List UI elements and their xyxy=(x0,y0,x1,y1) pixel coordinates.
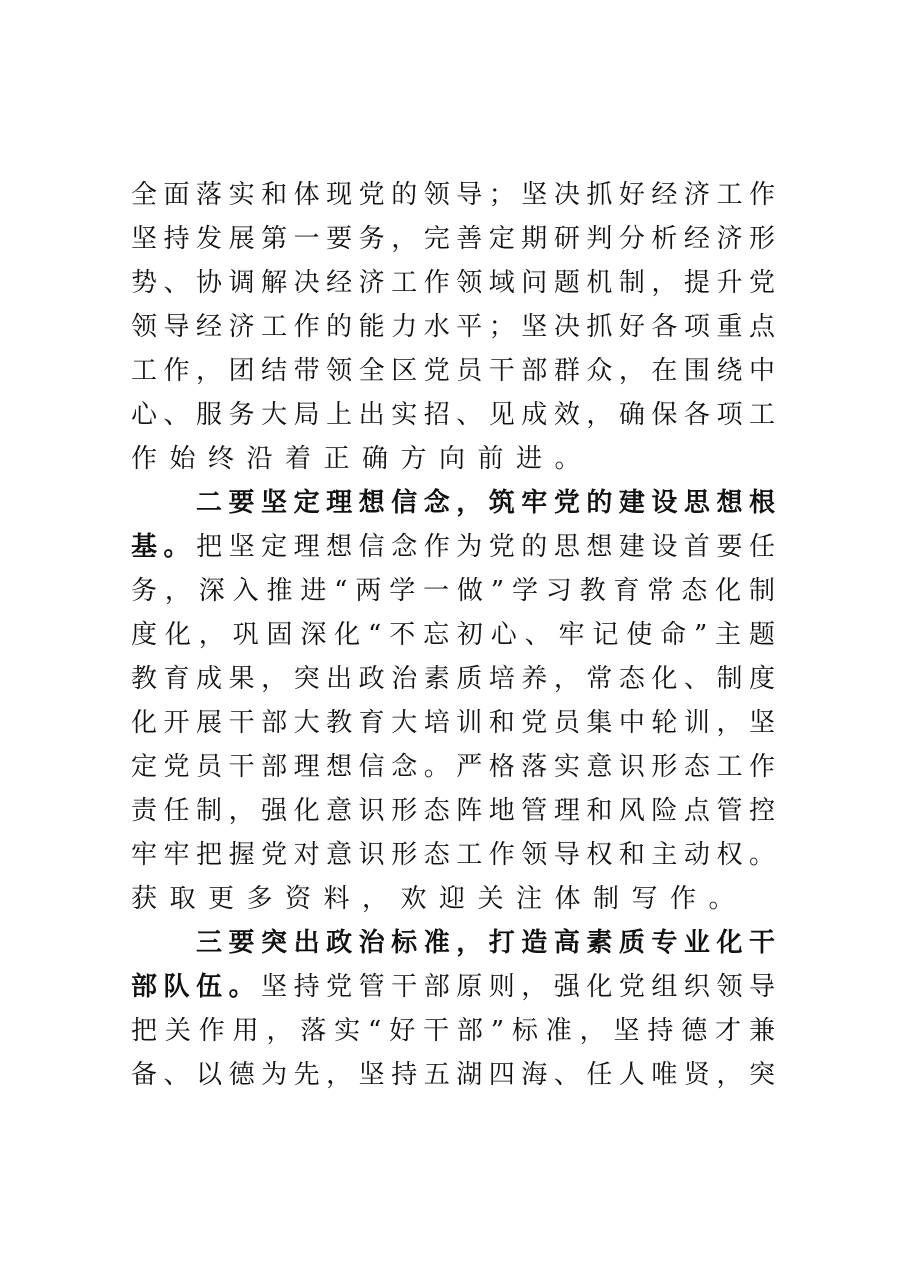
body-text-line: 责任制，强化意识形态阵地管理和风险点管控 xyxy=(131,796,775,826)
body-text-line: 定党员干部理想信念。严格落实意识形态工作 xyxy=(131,752,775,782)
body-text-line: 坚持发展第一要务，完善定期研判分析经济形 xyxy=(131,224,775,254)
body-text-span: 把坚定理想信念作为党的思想建设首要任 xyxy=(196,532,775,562)
section-heading-3: 三要突出政治标准，打造高素质专业化干 xyxy=(196,928,775,958)
body-text-line: 牢牢把握党对意识形态工作领导权和主动权。 xyxy=(131,840,775,870)
body-text-line: 工作，团结带领全区党员干部群众，在围绕中 xyxy=(131,356,775,386)
body-text-line: 领导经济工作的能力水平；坚决抓好各项重点 xyxy=(131,312,775,342)
body-text-span: 坚持党管干部原则，强化党组织领导 xyxy=(261,972,775,1002)
body-text-line: 把关作用，落实“好干部”标准，坚持德才兼 xyxy=(131,1016,775,1046)
body-text-line: 务，深入推进“两学一做”学习教育常态化制 xyxy=(131,576,775,606)
body-text-line: 势、协调解决经济工作领域问题机制，提升党 xyxy=(131,268,775,298)
body-text-line: 度化，巩固深化“不忘初心、牢记使命”主题 xyxy=(131,620,775,650)
body-text-line xyxy=(131,967,775,1007)
body-text-line: 获取更多资料，欢迎关注体制写作。 xyxy=(131,884,748,914)
body-text-line: 心、服务大局上出实招、见成效，确保各项工 xyxy=(131,400,775,430)
body-text-line: 备、以德为先，坚持五湖四海、任人唯贤，突 xyxy=(131,1060,775,1090)
body-text-line: 全面落实和体现党的领导；坚决抓好经济工作 xyxy=(131,180,775,210)
section-heading-2: 二要坚定理想信念，筑牢党的建设思想根 xyxy=(196,488,775,518)
body-text-line xyxy=(131,527,775,567)
section-heading-2-end: 基。 xyxy=(131,532,197,562)
body-text-line: 化开展干部大教育大培训和党员集中轮训，坚 xyxy=(131,708,775,738)
body-text-line: 教育成果，突出政治素质培养，常态化、制度 xyxy=(131,664,775,694)
body-text-line: 作始终沿着正确方向前进。 xyxy=(131,444,594,474)
section-heading-3-end: 部队伍。 xyxy=(131,972,262,1002)
